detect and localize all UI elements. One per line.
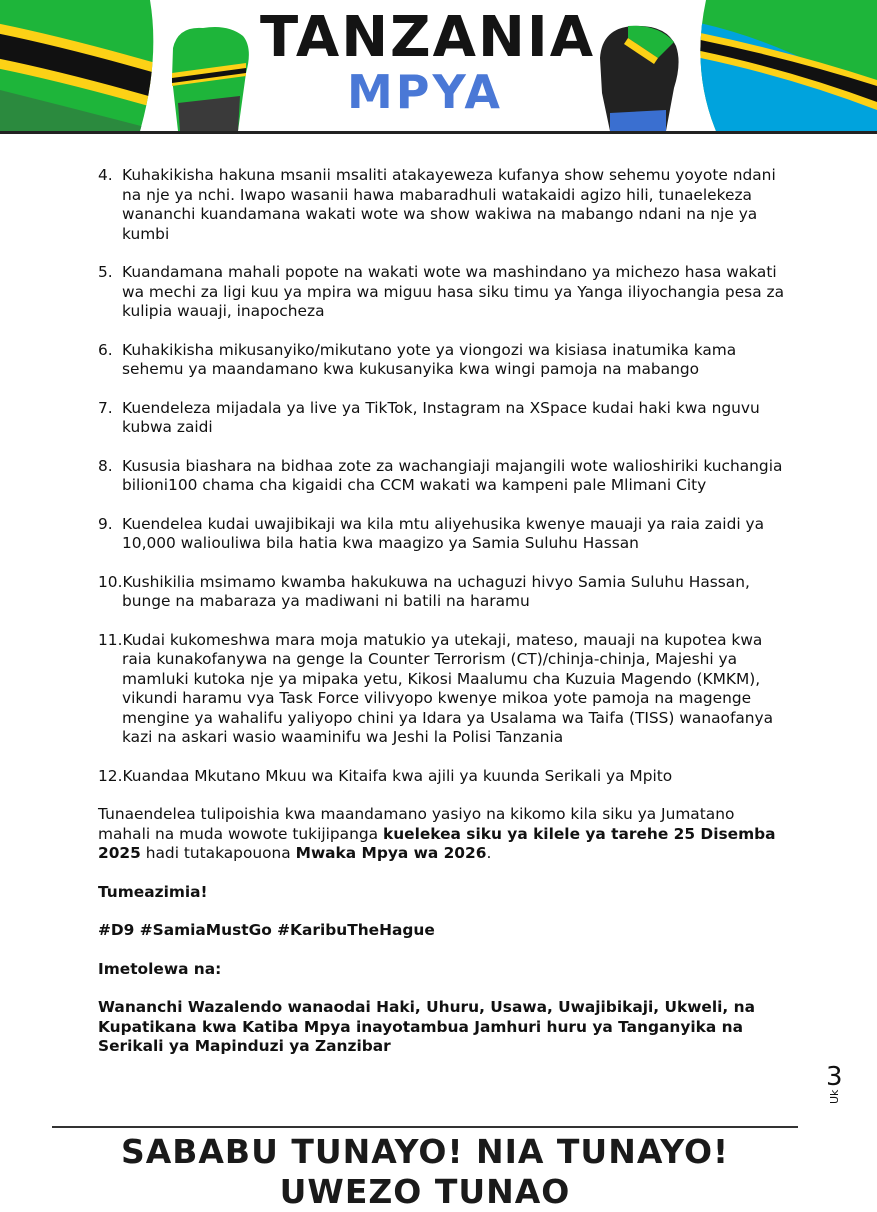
page-number (822, 1064, 846, 1104)
header-divider (0, 131, 877, 134)
item-text: Kushikilia msimamo kwamba hakukuwa na uchaguzi hivyo Samia Suluhu Hassan, bunge na mabaraza ya madiwani ni batili na haramu (122, 572, 750, 610)
hashtags-line: #D9 #SamiaMustGo #KaribuTheHague (98, 921, 435, 939)
item-number: 9. (98, 514, 113, 533)
item-number: 4. (98, 166, 113, 184)
list-item (98, 515, 788, 554)
list-item (98, 263, 788, 322)
list-item (98, 399, 788, 438)
list-item (98, 457, 788, 496)
tanzania-flag-right-image (686, 0, 877, 131)
item-number: 7. (98, 398, 113, 417)
item-number: 10. (98, 572, 123, 591)
closing-text-1: Tunaendelea tulipoishia kwa maandamano yasiyo na kikomo kila siku ya Jumatano mahali na muda wowote tukijipanga (98, 805, 735, 843)
list-item (98, 166, 788, 244)
resolved-line: Tumeazimia! (98, 882, 208, 901)
closing-highlight-date: kuelekea siku ya kilele ya tarehe 25 Disemba 2025 (98, 824, 776, 862)
item-number: 8. (98, 456, 113, 475)
demands-list (98, 166, 788, 786)
list-item (98, 573, 788, 612)
item-text: Kuandamana mahali popote na wakati wote wa mashindano ya michezo hasa wakati wa mechi za ligi kuu ya mpira wa miguu hasa siku timu ya Yanga iliyochangia pesa za kulipia wauaji, inapocheza (122, 263, 785, 320)
footer-slogan: SABABU TUNAYO! NIA TUNAYO! UWEZO TUNAO (120, 1132, 730, 1211)
item-number: 6. (98, 340, 113, 359)
list-item (98, 631, 788, 748)
header-subtitle: MPYA (347, 65, 503, 119)
raised-fist-left-icon (158, 18, 258, 131)
item-text: Kuendelea kudai uwajibikaji wa kila mtu aliyehusika kwenye mauaji ya raia zaidi ya 10,000 waliouliwa bila hatia kwa maagizo ya Samia Suluhu Hassan (122, 514, 765, 552)
raised-fist-right-icon (588, 18, 688, 131)
closing-highlight-year: Mwaka Mpya wa 2026 (295, 844, 487, 862)
list-item (98, 341, 788, 380)
issued-by-label: Imetolewa na: (98, 959, 222, 978)
closing-text-3: . (486, 844, 492, 862)
item-text: Kuendeleza mijadala ya live ya TikTok, Instagram na XSpace kudai haki kwa nguvu kubwa zaidi (122, 398, 760, 436)
tanzania-flag-left-image (0, 0, 160, 131)
issued-by-text: Wananchi Wazalendo wanaodai Haki, Uhuru, Usawa, Uwajibikaji, Ukweli, na Kupatikana kwa Katiba Mpya inayotambua Jamhuri huru ya Tanganyika na Serikali ya Mapinduzi ya Zanzibar (98, 998, 755, 1055)
item-text: Kuhakikisha mikusanyiko/mikutano yote ya viongozi wa kisiasa inatumika kama sehemu ya maandamano kwa kukusanyika kwa wingi pamoja na mabango (122, 340, 737, 378)
closing-text-2: hadi tutakapouona (140, 844, 296, 862)
header-title: TANZANIA (260, 5, 596, 70)
item-number: 11. (98, 630, 123, 649)
page-number-label: Uk (828, 1089, 841, 1104)
item-text: Kususia biashara na bidhaa zote za wachangiaji majangili wote walioshiriki kuchangia bilioni100 chama cha kigaidi cha CCM wakati wa kampeni pale Mlimani City (122, 456, 783, 494)
item-text: Kuhakikisha hakuna msanii msaliti atakayeweza kufanya show sehemu yoyote ndani na nje ya nchi. Iwapo wasanii hawa mabaradhuli watakaidi agizo hili, tunaelekeza wananchi kuandamana wakati wote wa show wakiwa na mabango ndani na nje ya kumbi (122, 166, 776, 243)
document-body (98, 166, 788, 1076)
list-item (98, 767, 788, 787)
closing-paragraph (98, 805, 788, 864)
item-text: Kudai kukomeshwa mara moja matukio ya utekaji, mateso, mauaji na kupotea kwa raia kunakofanywa na genge la Counter Terrorism (CT)/chinja-chinja, Majeshi ya mamluki kutoka nje ya mipaka yetu, Kikosi Maalumu cha Kuzuia Magendo (KMKM), vikundi haramu vya Task Force vilivyopo kwenye mikoa yote pamoja na magenge mengine ya wahalifu yaliyopo chini ya Idara ya Usalama wa Taifa (TISS) wanaofanya kazi na askari wasio waaminifu wa Jeshi la Polisi Tanzania (122, 630, 774, 746)
footer-divider (52, 1126, 798, 1128)
item-number: 12. (98, 766, 123, 785)
item-text: Kuandaa Mkutano Mkuu wa Kitaifa kwa ajili ya kuunda Serikali ya Mpito (122, 766, 673, 785)
page-number-value: 3 (826, 1062, 843, 1092)
item-number: 5. (98, 263, 113, 281)
header-banner (0, 0, 877, 134)
